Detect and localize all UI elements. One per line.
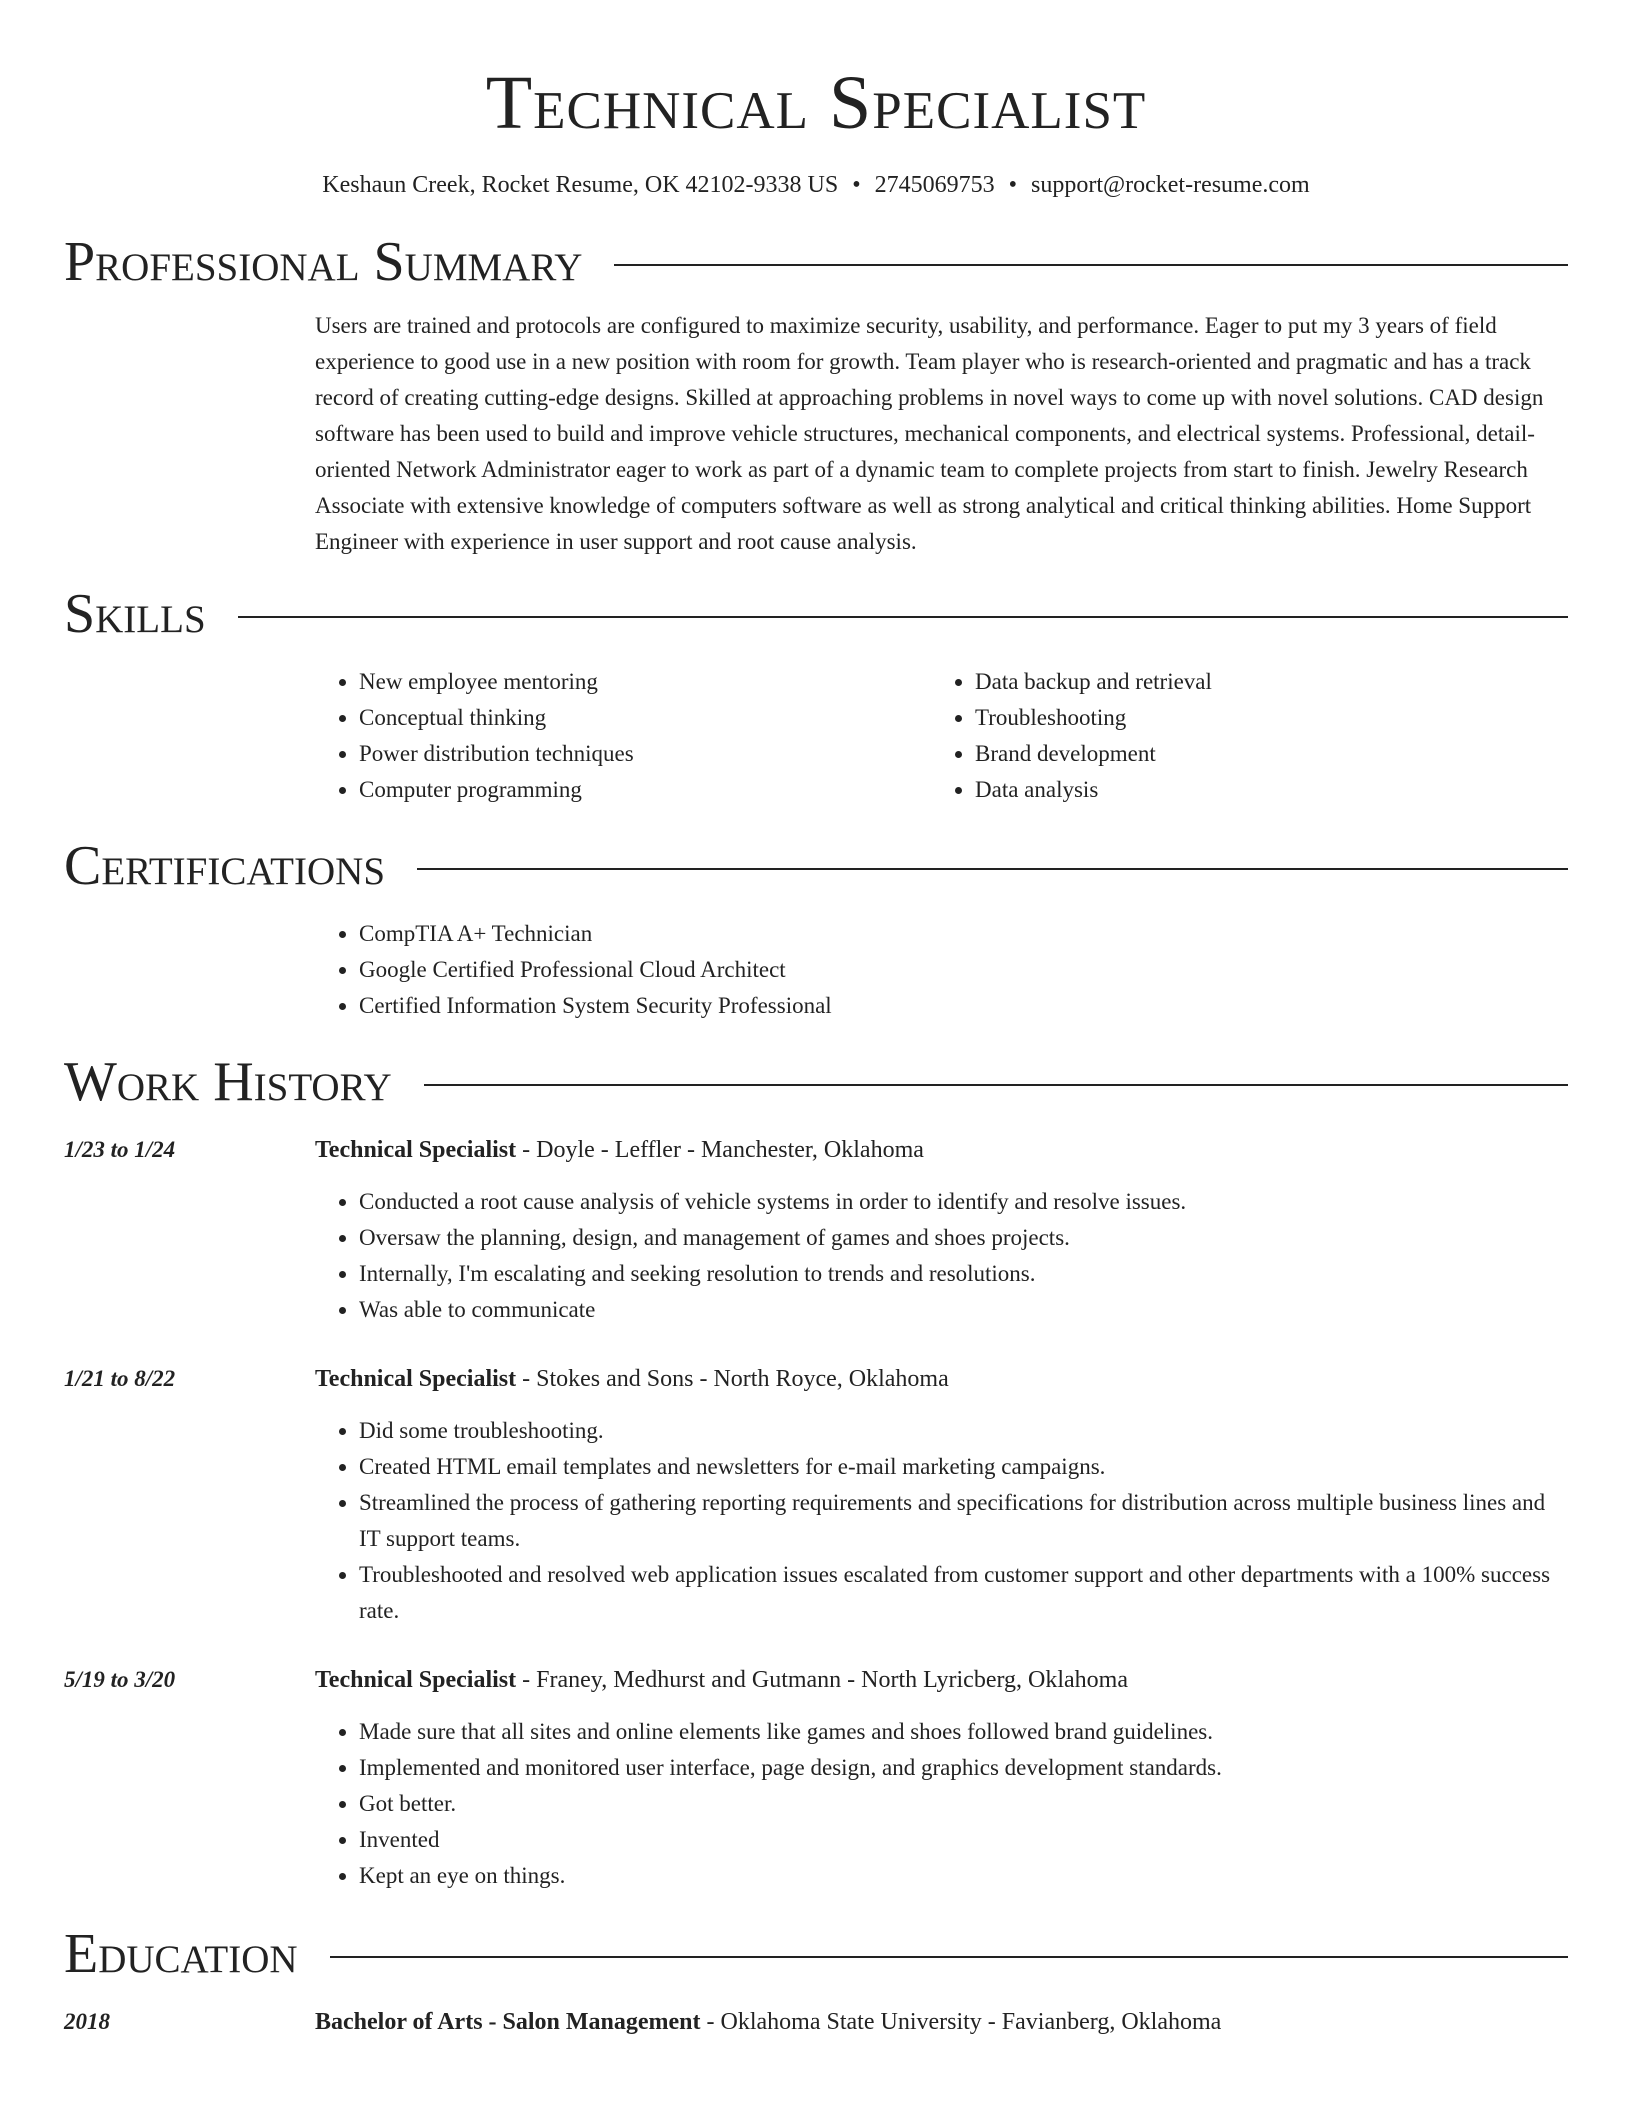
job-title: Technical Specialist [315,1667,517,1693]
job-entry [64,1132,1568,1328]
certification-item: • Certified Information System Security Professional [359,988,1568,1024]
job-bullet: • Troubleshooted and resolved web application issues escalated from customer support and other departments with a 100% success rate. [359,1557,1568,1629]
skill-item: • Conceptual thinking [359,700,931,736]
resume-title: Technical Specialist [485,61,1147,145]
job-bullet: • Conducted a root cause analysis of vehicle systems in order to identify and resolve issues. [359,1184,1568,1220]
job-title-line [315,1132,1568,1168]
education-line [315,2004,1568,2040]
section-divider [417,868,1568,870]
skills-grid [315,664,1568,808]
skills-column-left [315,664,931,808]
education-year: 2018 [64,2009,110,2034]
certifications-list [315,916,1568,1024]
contact-separator: • [852,172,861,198]
job-bullet: • Got better. [359,1786,1568,1822]
job-title-line [315,1662,1568,1698]
job-dates: 1/23 to 1/24 [64,1137,176,1162]
job-bullet: • Implemented and monitored user interface, page design, and graphics development standards. [359,1750,1568,1786]
education-entry [64,2004,1568,2040]
job-bullet: • Was able to communicate [359,1292,1568,1328]
job-entry [64,1662,1568,1894]
section-divider [614,264,1568,266]
summary-text: Users are trained and protocols are configured to maximize security, usability, and performance. Eager to put my 3 years of field experience to good use in a new position with room for growth. Team player who is research-oriented and pragmatic and has a track record of creating cutting-edge designs. Skilled at approaching problems in novel ways to come up with novel solutions. CAD design software has been used to build and improve vehicle structures, mechanical components, and electrical systems. Professional, detail-oriented Network Administrator eager to work as part of a dynamic team to complete projects from start to finish. Jewelry Research Associate with extensive knowledge of computers software as well as strong analytical and critical thinking abilities. Home Support Engineer with experience in user support and root cause analysis. [315,313,1544,554]
skill-item: • New employee mentoring [359,664,931,700]
job-details: - Stokes and Sons - North Royce, Oklahoma [516,1366,949,1392]
job-entry [64,1361,1568,1629]
skills-heading: Skills [64,583,206,645]
contact-line [64,170,1568,200]
skill-item: • Computer programming [359,772,931,808]
job-bullet: • Invented [359,1822,1568,1858]
summary-section-header [64,230,1568,294]
job-dates: 1/21 to 8/22 [64,1366,176,1391]
summary-heading: Professional Summary [64,231,583,293]
job-bullet: • Made sure that all sites and online elements like games and shoes followed brand guidelines. [359,1714,1568,1750]
job-details: - Franey, Medhurst and Gutmann - North Lyricberg, Oklahoma [516,1667,1128,1693]
job-bullet: • Created HTML email templates and newsletters for e-mail marketing campaigns. [359,1449,1568,1485]
job-bullet: • Oversaw the planning, design, and management of games and shoes projects. [359,1220,1568,1256]
skill-item: • Data analysis [975,772,1547,808]
certifications-heading: Certifications [64,835,386,897]
skills-column-right [931,664,1547,808]
education-heading: Education [64,1923,298,1985]
skill-item: • Troubleshooting [975,700,1547,736]
education-degree: Bachelor of Arts - Salon Management [315,2009,701,2035]
skill-item: • Power distribution techniques [359,736,931,772]
section-divider [424,1084,1568,1086]
job-dates: 5/19 to 3/20 [64,1667,176,1692]
work-section-header [64,1050,1568,1114]
job-title-line [315,1361,1568,1397]
education-list [64,2004,1568,2040]
work-history [64,1132,1568,1894]
section-divider [238,616,1568,618]
certification-item: • CompTIA A+ Technician [359,916,1568,952]
certifications-section-header [64,834,1568,898]
job-bullet: • Streamlined the process of gathering reporting requirements and specifications for distribution across multiple business lines and IT support teams. [359,1485,1568,1557]
job-bullet: • Did some troubleshooting. [359,1413,1568,1449]
education-details: - Oklahoma State University - Favianberg, Oklahoma [700,2009,1222,2035]
job-bullet: • Internally, I'm escalating and seeking resolution to trends and resolutions. [359,1256,1568,1292]
contact-email: support@rocket-resume.com [1031,172,1310,198]
certification-item: • Google Certified Professional Cloud Architect [359,952,1568,988]
skills-section-header [64,582,1568,646]
job-title: Technical Specialist [315,1137,517,1163]
skill-item: • Data backup and retrieval [975,664,1547,700]
contact-phone: 2745069753 [874,172,995,198]
skill-item: • Brand development [975,736,1547,772]
contact-address: Keshaun Creek, Rocket Resume, OK 42102-9338 US [322,172,839,198]
work-heading: Work History [64,1051,392,1113]
job-details: - Doyle - Leffler - Manchester, Oklahoma [516,1137,924,1163]
job-title: Technical Specialist [315,1366,517,1392]
contact-separator: • [1008,172,1018,198]
education-section-header [64,1922,1568,1986]
job-bullet: • Kept an eye on things. [359,1858,1568,1894]
section-divider [330,1956,1568,1958]
